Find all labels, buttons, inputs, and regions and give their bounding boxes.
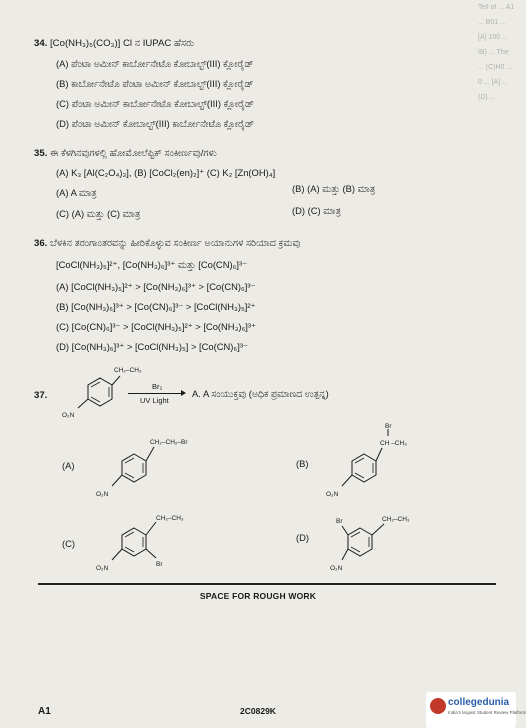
q37-option-a-substituent: CH₂–CH₂–Br [150,439,188,446]
q37-reactant-nitro: O₂N [62,412,75,419]
logo-tagline: India's largest Student Review Platform [448,710,526,715]
q35-option-a: (A) A ಮಾತ್ರ [56,187,97,198]
q35-option-d: (D) (C) ಮಾತ್ರ [292,205,341,216]
mascot-icon [430,698,446,714]
q37-option-b-structure [324,420,434,504]
logo-name: collegedunia [448,697,510,708]
q37-option-d-structure [324,508,454,580]
q34-text: [Co(NH₃)₅(CO₃)] Cl ನ IUPAC ಹೆಸರು [50,38,195,49]
q37-product: A. A ಸಂಯುಕ್ತವು (ಅಧಿಕ ಪ್ರಮಾಣದ ಉತ್ಪನ್ನ) [192,388,329,399]
q34-stem [34,38,194,49]
rough-work-divider [38,583,496,585]
q37-reaction-arrow [128,393,184,394]
q35-option-b: (B) (A) ಮತ್ತು (B) ಮಾತ್ರ [292,183,376,194]
q37-option-c-structure [94,508,214,580]
q37-reactant-substituent: CH₂–CH₃ [114,367,142,374]
q36-stem [34,238,300,249]
q34-option-b: (B) ಕಾರ್ಬೋನೇಟೊ ಪೆಂಟಾ ಅಮೀನ್ ಕೋಬಾಲ್ಟ್(III) ಕ್ಲೋರೈಡ್ [56,78,254,89]
q37-option-b-substituent: CH –CH₃ [380,440,407,447]
q37-option-a-nitro: O₂N [96,491,109,498]
q35-number: 35. [34,148,48,159]
rough-work-label: SPACE FOR ROUGH WORK [199,591,317,601]
q35-option-c: (C) (A) ಮತ್ತು (C) ಮಾತ್ರ [56,208,141,219]
q37-number: 37. [34,390,48,401]
q37-option-a-structure [94,434,214,504]
q37-option-a-label: (A) [62,460,75,471]
q37-option-d-substituent: CH₂–CH₃ [382,516,410,523]
q36-option-c: (C) [Co(CN)₆]³⁻ > [CoCl(NH₃)₅]²⁺ > [Co(NH₃)₆]³⁺ [56,321,256,332]
q37-reagent: Br₂ [152,382,163,391]
arrow-head-icon [181,390,186,396]
q34-option-c: (C) ಪೆಂಟಾ ಅಮೀನ್ ಕಾರ್ಬೋನೇಟೊ ಕೋಬಾಲ್ಟ್(III) ಕ್ಲೋರೈಡ್ [56,98,254,109]
q37-condition: UV Light [140,396,169,405]
q37-option-c-label: (C) [62,538,76,549]
q37-reactant-structure [60,364,150,424]
paper-code: 2C0829K [240,706,276,716]
q36-text: ಬೆಳಕಿನ ತರಂಗಾಂತರವನ್ನು ಹೀರಿಕೊಳ್ಳುವ ಸಂಕೀರ್ಣ ಅಯಾನುಗಳ ಸರಿಯಾದ ಕ್ರಮವು [50,238,301,249]
q35-text: ಈ ಕೆಳಗಿನವುಗಳಲ್ಲಿ ಹೋಮೋಲೆಪ್ಟಿಕ್ ಸಂಕೀರ್ಣವು/ಗಳು [50,148,217,159]
q37-option-b-nitro: O₂N [326,491,339,498]
q36-option-d: (D) [Co(NH₃)₆]³⁺ > [CoCl(NH₃)₅] > [Co(CN)₆]³⁻ [56,341,248,352]
q36-option-a: (A) [CoCl(NH₃)₅]²⁺ > [Co(NH₃)₆]³⁺ > [Co(CN)₆]³⁻ [56,281,256,292]
q37-option-b-label: (B) [296,458,309,469]
q37-option-c-substituent: CH₂–CH₃ [156,515,184,522]
q34-option-d: (D) ಪೆಂಟಾ ಅಮೀನ್ ಕೋಬಾಲ್ಟ್(III) ಕಾರ್ಬೋನೇಟೊ ಕ್ಲೋರೈಡ್ [56,118,254,129]
page-number: A1 [38,706,51,717]
q34-option-a: (A) ಪೆಂಟಾ ಅಮೀನ್ ಕಾರ್ಬೋನೇಟೊ ಕೋಬಾಲ್ಟ್(III) ಕ್ಲೋರೈಡ್ [56,58,254,69]
q37-option-b-bromine: Br [385,423,392,430]
bleed-through-text: Tell of ... A1 ... B01 ... [A] 100 ... IB) ... The ... (C)H0 ... 0 ... [A] ... (D) ... [478,4,515,101]
q36-number: 36. [34,238,48,249]
q36-species: [CoCl(NH₃)₅]²⁺, [Co(NH₃)₆]³⁺ ಮತ್ತು [Co(CN)₆]³⁻ [56,259,248,270]
q37-option-d-bromine: Br [336,518,343,525]
q34-number: 34. [34,38,48,49]
q37-option-c-bromine: Br [156,561,163,568]
q37-option-c-nitro: O₂N [96,565,109,572]
q35-stem [34,148,217,159]
collegedunia-logo [426,692,526,728]
q37-option-d-label: (D) [296,532,310,543]
q35-items: (A) K₃ [Al(C₂O₄)₃], (B) [CoCl₂(en)₂]⁺ (C) K₂ [Zn(OH)₄] [56,167,276,178]
q36-option-b: (B) [Co(NH₃)₆]³⁺ > [Co(CN)₆]³⁻ > [CoCl(NH₃)₅]²⁺ [56,301,256,312]
q37-option-d-nitro: O₂N [330,565,343,572]
